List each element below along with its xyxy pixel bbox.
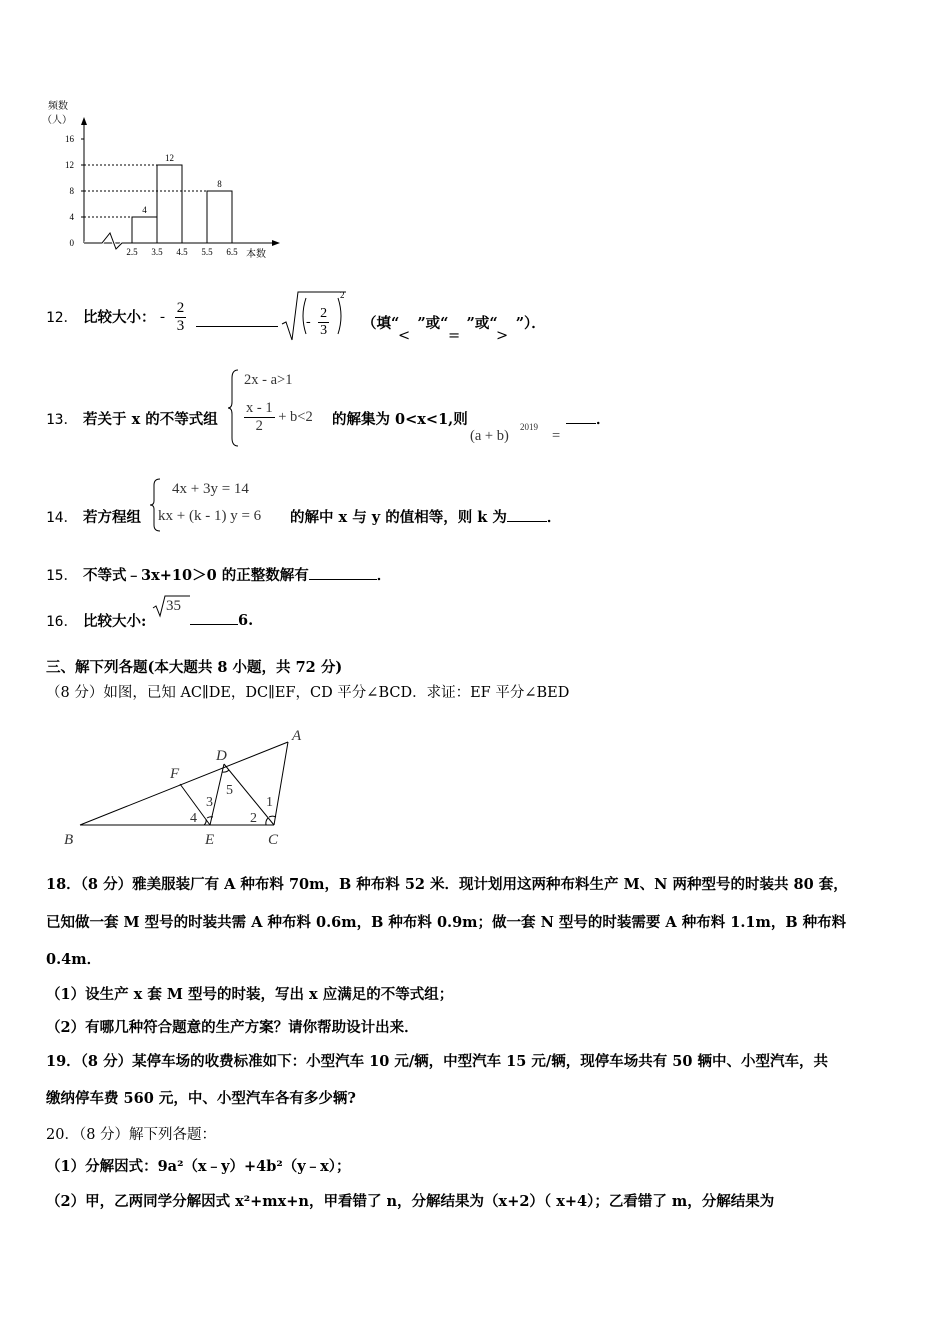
q13-ineq1: 2x - a>1 bbox=[244, 372, 293, 388]
q13-answer-blank[interactable]: ． bbox=[566, 408, 611, 429]
q16-answer: 6. bbox=[190, 610, 253, 629]
q14-answer-blank[interactable] bbox=[507, 507, 547, 522]
question-18-sub2: （2）有哪几种符合题意的生产方案？请你帮助设计出来． bbox=[46, 1019, 419, 1036]
question-19-line2: 缴纳停车费 560 元，中、小型汽车各有多少辆? bbox=[46, 1090, 356, 1107]
q13-expr: (a + b) bbox=[470, 428, 509, 444]
chart-ylabel-line1: 频数 bbox=[48, 101, 68, 112]
q12-symbol-lt: < bbox=[398, 328, 411, 344]
histogram-bar-2 bbox=[207, 191, 232, 243]
q16-answer-blank[interactable] bbox=[190, 610, 238, 625]
question-14 bbox=[46, 506, 141, 527]
q12-symbol-gt: > bbox=[496, 328, 509, 344]
question-20-line1: 20．（8 分）解下列各题： bbox=[46, 1127, 217, 1143]
question-12 bbox=[46, 306, 156, 350]
point-label-A: A bbox=[292, 728, 302, 744]
angle-arc-4 bbox=[204, 819, 206, 825]
q13-ineq2 bbox=[244, 400, 313, 435]
q14-eq1: 4x + 3y = 14 bbox=[172, 481, 249, 497]
q15-answer-blank[interactable] bbox=[309, 565, 377, 580]
section-3-heading: 三、解下列各题(本大题共 8 小题，共 72 分) bbox=[46, 659, 343, 676]
angle-label-4: 4 bbox=[190, 811, 197, 826]
point-label-F: F bbox=[170, 766, 180, 782]
question-20-sub2: （2）甲，乙两同学分解因式 x²+mx+n，甲看错了 n，分解结果为（x+2）（ x+4）；乙看错了 m，分解结果为 bbox=[46, 1193, 775, 1210]
x-tick-label-4: 6.5 bbox=[226, 247, 238, 257]
bar-value-label-0: 4 bbox=[142, 205, 147, 215]
segment-AC bbox=[274, 742, 288, 825]
q13-frac-num: x - 1 bbox=[246, 400, 273, 416]
q12-text: 比较大小： bbox=[83, 309, 156, 326]
q12-exponent: 2 bbox=[340, 290, 345, 300]
q16-text: 比较大小: bbox=[83, 613, 147, 630]
q12-inner-den: 3 bbox=[320, 323, 328, 338]
y-tick-label-12: 12 bbox=[65, 160, 74, 170]
x-tick-label-0: 2.5 bbox=[126, 247, 138, 257]
question-20-sub1: （1）分解因式：9a²（x﹣y）+4b²（y﹣x）； bbox=[46, 1158, 351, 1175]
chart-y-arrow bbox=[81, 117, 87, 125]
x-tick-label-1: 3.5 bbox=[151, 247, 163, 257]
q13-ineq2-rest: + b<2 bbox=[278, 408, 313, 425]
chart-x-arrow bbox=[272, 240, 280, 246]
q13-frac-den: 2 bbox=[255, 418, 263, 434]
question-18-sub1: （1）设生产 x 套 M 型号的时装，写出 x 应满足的不等式组； bbox=[46, 986, 454, 1003]
x-tick-label-2: 4.5 bbox=[176, 247, 188, 257]
q16-number: 16． bbox=[46, 614, 78, 630]
q14-eq2: kx + (k - 1) y = 6 bbox=[158, 508, 262, 524]
q13-equals: = bbox=[552, 428, 561, 444]
q14-after-text: 的解中 x 与 y 的值相等，则 k 为 ． bbox=[290, 509, 562, 526]
question-17: （8 分）如图，已知 AC∥DE，DC∥EF，CD 平分∠BCD．求证：EF 平分∠BED bbox=[46, 685, 570, 701]
chart-ylabel-line2: （人） bbox=[42, 115, 72, 126]
point-label-D: D bbox=[216, 748, 227, 764]
chart-xlabel: 本数 bbox=[246, 249, 266, 260]
angle-label-1: 1 bbox=[266, 795, 273, 810]
q16-radicand: 35 bbox=[166, 598, 181, 614]
angle-arc-2 bbox=[266, 818, 268, 825]
question-16 bbox=[46, 610, 146, 631]
q12-frac-num: 2 bbox=[176, 300, 185, 316]
q12-symbol-eq: = bbox=[448, 328, 461, 344]
geometry-figure-17 bbox=[58, 722, 318, 850]
bar-value-label-2: 8 bbox=[217, 179, 222, 189]
chart-axis-break-line bbox=[84, 233, 132, 249]
q12-minus: - bbox=[160, 309, 165, 325]
q15-text: 不等式﹣3x+10＞0 的正整数解有 bbox=[83, 567, 309, 584]
q13-text: 若关于 x 的不等式组 bbox=[83, 411, 218, 428]
angle-label-2: 2 bbox=[250, 811, 257, 826]
question-18-line1: 18．（8 分）雅美服装厂有 A 种布料 70m，B 种布料 52 米．现计划用这两种布料生产 M、N 两种型号的时装共 80 套， bbox=[46, 876, 848, 893]
x-tick-label-3: 5.5 bbox=[201, 247, 213, 257]
question-19-line1: 19．（8 分）某停车场的收费标准如下：小型汽车 10 元/辆，中型汽车 15 元/辆，现停车场共有 50 辆中、小型汽车，共 bbox=[46, 1053, 828, 1070]
question-18-line2: 已知做一套 M 型号的时装共需 A 种布料 0.6m，B 种布料 0.9m；做一套 N 型号的时装需要 A 种布料 1.1m，B 种布料 bbox=[46, 914, 847, 931]
q12-fill-instruction: （填“ ”或“ ”或“ ”）． bbox=[362, 315, 546, 332]
bar-value-label-1: 12 bbox=[165, 153, 174, 163]
q13-brace bbox=[228, 368, 240, 448]
point-label-B: B bbox=[64, 832, 74, 848]
question-15: 15． 不等式﹣3x+10＞0 的正整数解有 ． bbox=[46, 567, 392, 584]
angle-label-3: 3 bbox=[206, 795, 213, 810]
question-13 bbox=[46, 408, 218, 429]
q13-number: 13． bbox=[46, 412, 78, 428]
question-18-line3: 0.4m． bbox=[46, 951, 102, 968]
point-label-C: C bbox=[268, 832, 279, 848]
q14-text: 若方程组 bbox=[83, 509, 142, 526]
q12-inner-fraction bbox=[306, 306, 329, 339]
histogram-bar-1 bbox=[157, 165, 182, 243]
y-tick-label-0: 0 bbox=[69, 238, 74, 248]
q14-number: 14． bbox=[46, 510, 78, 526]
q12-left-fraction bbox=[160, 300, 186, 335]
y-tick-label-4: 4 bbox=[69, 212, 74, 222]
histogram-chart bbox=[40, 95, 290, 265]
angle-label-5: 5 bbox=[226, 783, 233, 798]
point-label-E: E bbox=[205, 832, 215, 848]
q12-number: 12． bbox=[46, 310, 78, 326]
angle-arc-1 bbox=[269, 816, 276, 817]
histogram-bar-0 bbox=[132, 217, 157, 243]
q13-after-text: 的解集为 0<x<1,则 bbox=[332, 411, 468, 428]
q13-exponent: 2019 bbox=[520, 422, 538, 432]
q12-inner-num: 2 bbox=[320, 306, 328, 321]
q12-frac-den: 3 bbox=[176, 318, 185, 334]
y-tick-label-16: 16 bbox=[65, 134, 74, 144]
y-tick-label-8: 8 bbox=[69, 186, 74, 196]
q12-answer-blank[interactable] bbox=[196, 312, 278, 327]
q15-number: 15． bbox=[46, 568, 78, 584]
q12-inner-minus: - bbox=[306, 314, 311, 330]
